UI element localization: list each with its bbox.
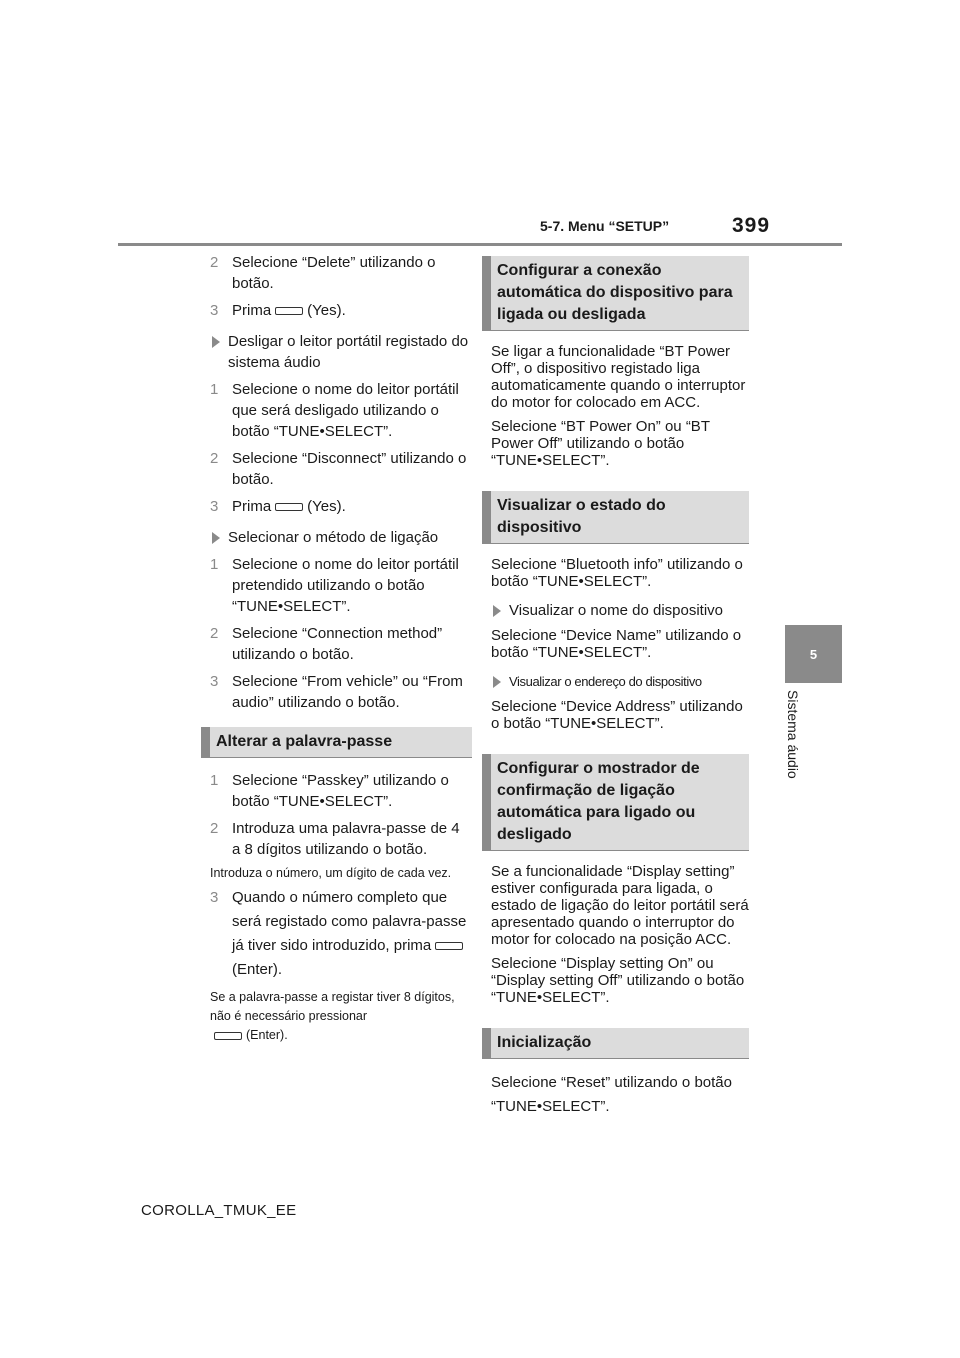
- step-text: Introduza uma palavra-passe de 4 a 8 dígitos utilizando o botão.: [232, 820, 460, 858]
- soft-key-icon: [275, 307, 303, 315]
- note-text-pre: Se a palavra-passe a registar tiver 8 dígitos, não é necessário pressionar: [210, 990, 455, 1023]
- passkey-note-1: Introduza o número, um dígito de cada vez.: [210, 866, 452, 880]
- triangle-bullet-icon: [212, 532, 220, 544]
- auto-paragraph-1: Se ligar a funcionalidade “BT Power Off”, o dispositivo registado liga automaticamente quando o interruptor do motor for colocado em ACC.: [491, 343, 746, 411]
- passkey-step-1: [210, 770, 472, 812]
- display-paragraph-1: Se a funcionalidade “Display setting” estiver configurada para ligada, o estado de ligação do leitor portátil será apresentado quando o interruptor do motor for colocado na posição ACC.: [491, 863, 749, 948]
- step-text: Selecione “Passkey” utilizando o botão “TUNE•SELECT”.: [232, 772, 449, 810]
- step-number: 3: [210, 673, 219, 690]
- subsection-device-address: [491, 671, 749, 692]
- subsection-title: Selecionar o método de ligação: [228, 529, 439, 546]
- soft-key-icon: [275, 503, 303, 511]
- header-rule: [118, 243, 842, 246]
- subsection-title: Visualizar o endereço do dispositivo: [509, 674, 702, 689]
- step-text-pre: Quando o número completo que será registado como palavra-passe já tiver sido introduzido, prima: [232, 889, 467, 954]
- disconnect-step-1: [210, 379, 472, 442]
- subsection-connection-method: [210, 527, 472, 548]
- heading-passkey: Alterar a palavra-passe: [201, 727, 472, 758]
- passkey-note-2: [210, 988, 472, 1045]
- step-press-yes: [210, 300, 472, 321]
- chapter-name: Sistema áudio: [785, 690, 801, 779]
- reset-paragraph: Selecione “Reset” utilizando o botão “TUNE•SELECT”.: [491, 1074, 732, 1115]
- subsection-disconnect: [210, 331, 472, 373]
- left-column: [210, 252, 472, 1051]
- footer-code: COROLLA_TMUK_EE: [141, 1202, 297, 1219]
- triangle-bullet-icon: [493, 605, 501, 617]
- step-number: 2: [210, 450, 219, 467]
- step-number: 2: [210, 625, 219, 642]
- device-address-paragraph: Selecione “Device Address” utilizando o botão “TUNE•SELECT”.: [491, 698, 743, 732]
- display-paragraph-2: Selecione “Display setting On” ou “Display setting Off” utilizando o botão “TUNE•SELECT”.: [491, 955, 745, 1006]
- step-number: 1: [210, 556, 219, 573]
- triangle-bullet-icon: [493, 676, 501, 688]
- step-number: 3: [210, 498, 219, 515]
- step-text: Selecione “Disconnect” utilizando o botão.: [232, 450, 467, 488]
- step-text-post: (Yes).: [307, 498, 346, 515]
- passkey-step-3: [210, 886, 472, 982]
- step-number: 2: [210, 820, 219, 837]
- auto-paragraph-2: Selecione “BT Power On” ou “BT Power Off” utilizando o botão “TUNE•SELECT”.: [491, 418, 710, 469]
- disconnect-step-3: [210, 496, 472, 517]
- step-text: Selecione “Delete” utilizando o botão.: [232, 254, 436, 292]
- right-column: [491, 256, 749, 1126]
- subsection-title: Desligar o leitor portátil registado do sistema áudio: [228, 333, 469, 371]
- method-step-3: [210, 671, 472, 713]
- soft-key-icon: [435, 942, 463, 950]
- method-step-1: [210, 554, 472, 617]
- step-number: 2: [210, 254, 219, 271]
- heading-device-status: Visualizar o estado do dispositivo: [482, 491, 749, 544]
- status-paragraph: Selecione “Bluetooth info” utilizando o botão “TUNE•SELECT”.: [491, 556, 743, 590]
- step-text-post: (Enter).: [232, 961, 283, 978]
- heading-auto-connection: Configurar a conexão automática do dispositivo para ligada ou desligada: [482, 256, 749, 331]
- step-text-pre: Prima: [232, 302, 272, 319]
- passkey-step-2: [210, 818, 472, 860]
- step-text-pre: Prima: [232, 498, 272, 515]
- subsection-title: Visualizar o nome do dispositivo: [509, 602, 724, 619]
- step-number: 3: [210, 302, 219, 319]
- step-number: 1: [210, 772, 219, 789]
- step-number: 3: [210, 889, 219, 906]
- method-step-2: [210, 623, 472, 665]
- step-number: 1: [210, 381, 219, 398]
- step-text: Selecione “Connection method” utilizando o botão.: [232, 625, 443, 663]
- step-text: Selecione o nome do leitor portátil que será desligado utilizando o botão “TUNE•SELECT”.: [232, 381, 459, 440]
- triangle-bullet-icon: [212, 336, 220, 348]
- step-text: Selecione o nome do leitor portátil pretendido utilizando o botão “TUNE•SELECT”.: [232, 556, 459, 615]
- chapter-side-label: [786, 690, 806, 790]
- soft-key-icon: [214, 1032, 242, 1040]
- step-text: Selecione “From vehicle” ou “From audio” utilizando o botão.: [232, 673, 463, 711]
- subsection-device-name: [491, 600, 749, 621]
- device-name-paragraph: Selecione “Device Name” utilizando o botão “TUNE•SELECT”.: [491, 627, 742, 661]
- disconnect-step-2: [210, 448, 472, 490]
- step-text-post: (Yes).: [307, 302, 346, 319]
- header-section-title: 5-7. Menu “SETUP”: [540, 218, 670, 234]
- heading-display-setting: Configurar o mostrador de confirmação de ligação automática para ligado ou desligado: [482, 754, 749, 851]
- chapter-tab: 5: [785, 625, 842, 683]
- heading-reset: Inicialização: [482, 1028, 749, 1059]
- step-delete: [210, 252, 472, 294]
- note-text-post: (Enter).: [246, 1028, 288, 1042]
- page-number: 399: [732, 214, 771, 237]
